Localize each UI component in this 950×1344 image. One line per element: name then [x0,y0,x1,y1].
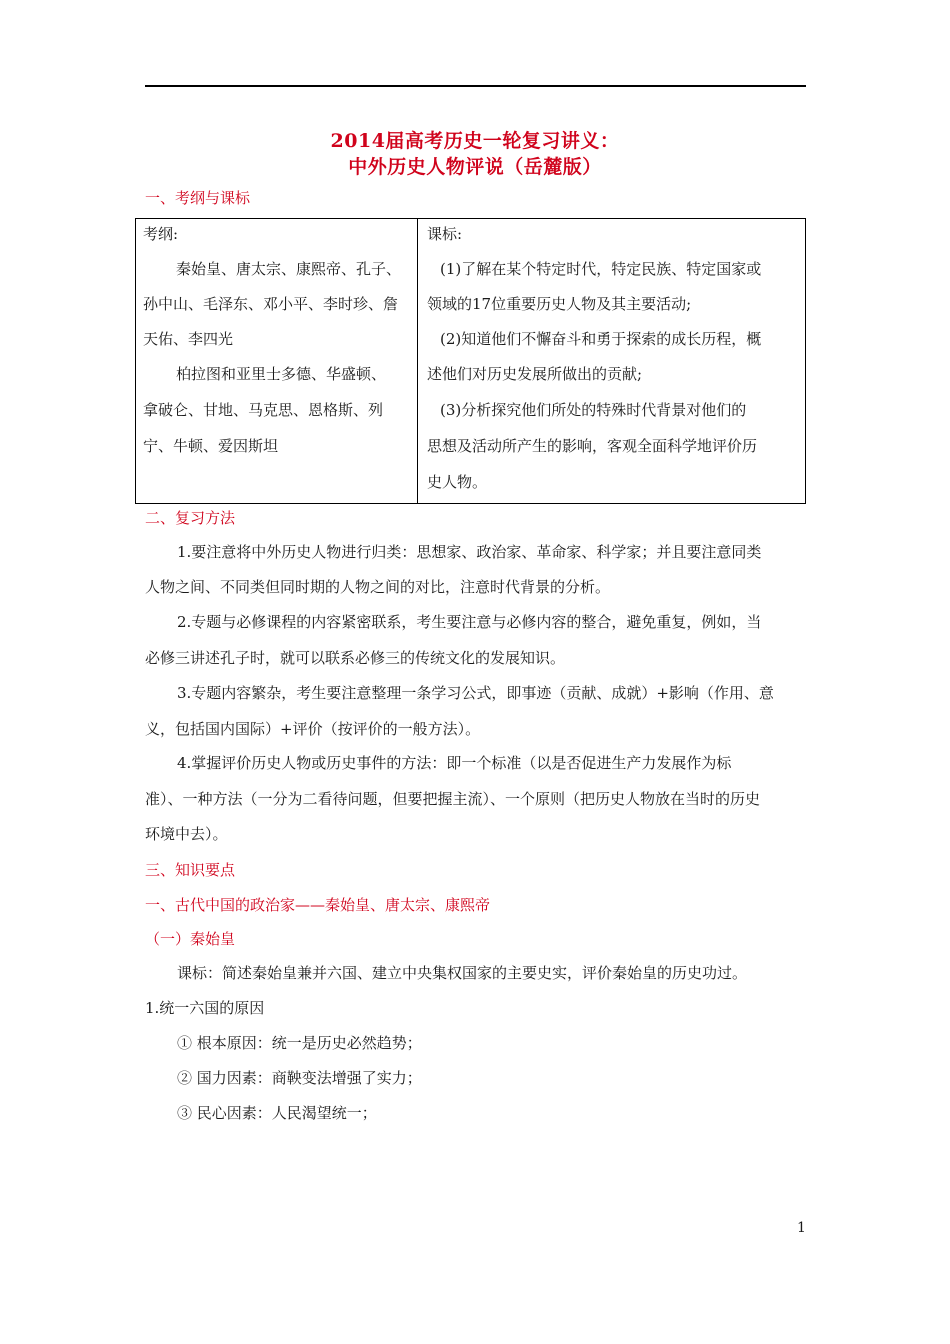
sub-subsection-heading: （一）秦始皇 [145,930,236,948]
section-heading-syllabus: 一、考纲与课标 [145,189,251,207]
method-line: 3.专题内容繁杂，考生要注意整理一条学习公式，即事迹（贡献、成就）+影响（作用、意 [177,684,774,702]
page-number: 1 [797,1220,806,1236]
syllabus-right-line: (2)知道他们不懈奋斗和勇于探索的成长历程，概 [440,330,762,348]
header-rule [145,85,806,87]
point-item: ③ 民心因素：人民渴望统一； [177,1104,377,1122]
syllabus-right-line: 领域的17位重要历史人物及其主要活动; [427,295,692,313]
subsection-heading: 一、古代中国的政治家——秦始皇、唐太宗、康熙帝 [145,896,491,914]
method-line: 准）、一种方法（一分为二看待问题，但要把握主流）、一个原则（把历史人物放在当时的历史 [145,790,761,808]
syllabus-left-line: 拿破仑、甘地、马克思、恩格斯、列 [143,401,384,419]
method-line: 人物之间、不同类但同时期的人物之间的对比，注意时代背景的分析。 [145,578,611,596]
curriculum-text: 课标：简述秦始皇兼并六国、建立中央集权国家的主要史实，评价秦始皇的历史功过。 [177,964,748,982]
syllabus-left-line: 孙中山、毛泽东、邓小平、李时珍、詹 [143,295,399,313]
syllabus-left-line: 秦始皇、唐太宗、康熙帝、孔子、 [176,260,402,278]
syllabus-left-header: 考纲: [143,225,179,243]
syllabus-right-line: 思想及活动所产生的影响，客观全面科学地评价历 [427,437,758,455]
method-line: 环境中去）。 [145,825,228,843]
syllabus-left-line: 宁、牛顿、爱因斯坦 [143,437,279,455]
section-heading-knowledge: 三、知识要点 [145,861,236,879]
point-item: ② 国力因素：商鞅变法增强了实力； [177,1069,422,1087]
page-title-line-1: 2014届高考历史一轮复习讲义： [330,130,620,152]
page-title-line-2: 中外历史人物评说（岳麓版） [348,156,602,178]
method-line: 2.专题与必修课程的内容紧密联系，考生要注意与必修内容的整合，避免重复，例如，当 [177,613,762,631]
syllabus-cell-left [136,219,418,504]
syllabus-right-line: 史人物。 [427,473,488,491]
syllabus-left-line: 天佑、李四光 [143,330,234,348]
point-title: 1.统一六国的原因 [145,999,265,1017]
method-line: 1.要注意将中外历史人物进行归类：思想家、政治家、革命家、科学家；并且要注意同类 [177,543,762,561]
syllabus-table [135,218,806,504]
syllabus-right-line: 述他们对历史发展所做出的贡献; [427,365,643,383]
syllabus-right-header: 课标: [427,225,463,243]
method-line: 必修三讲述孔子时，就可以联系必修三的传统文化的发展知识。 [145,649,566,667]
syllabus-right-line: (1)了解在某个特定时代，特定民族、特定国家或 [440,260,762,278]
section-heading-methods: 二、复习方法 [145,509,236,527]
point-item: ① 根本原因：统一是历史必然趋势； [177,1034,422,1052]
method-line: 4.掌握评价历史人物或历史事件的方法：即一个标准（以是否促进生产力发展作为标 [177,754,732,772]
syllabus-cell-right [418,219,806,504]
method-line: 义，包括国内国际）+评价（按评价的一般方法）。 [145,720,481,738]
syllabus-right-line: (3)分析探究他们所处的特殊时代背景对他们的 [440,401,747,419]
syllabus-left-line: 柏拉图和亚里士多德、华盛顿、 [176,365,387,383]
